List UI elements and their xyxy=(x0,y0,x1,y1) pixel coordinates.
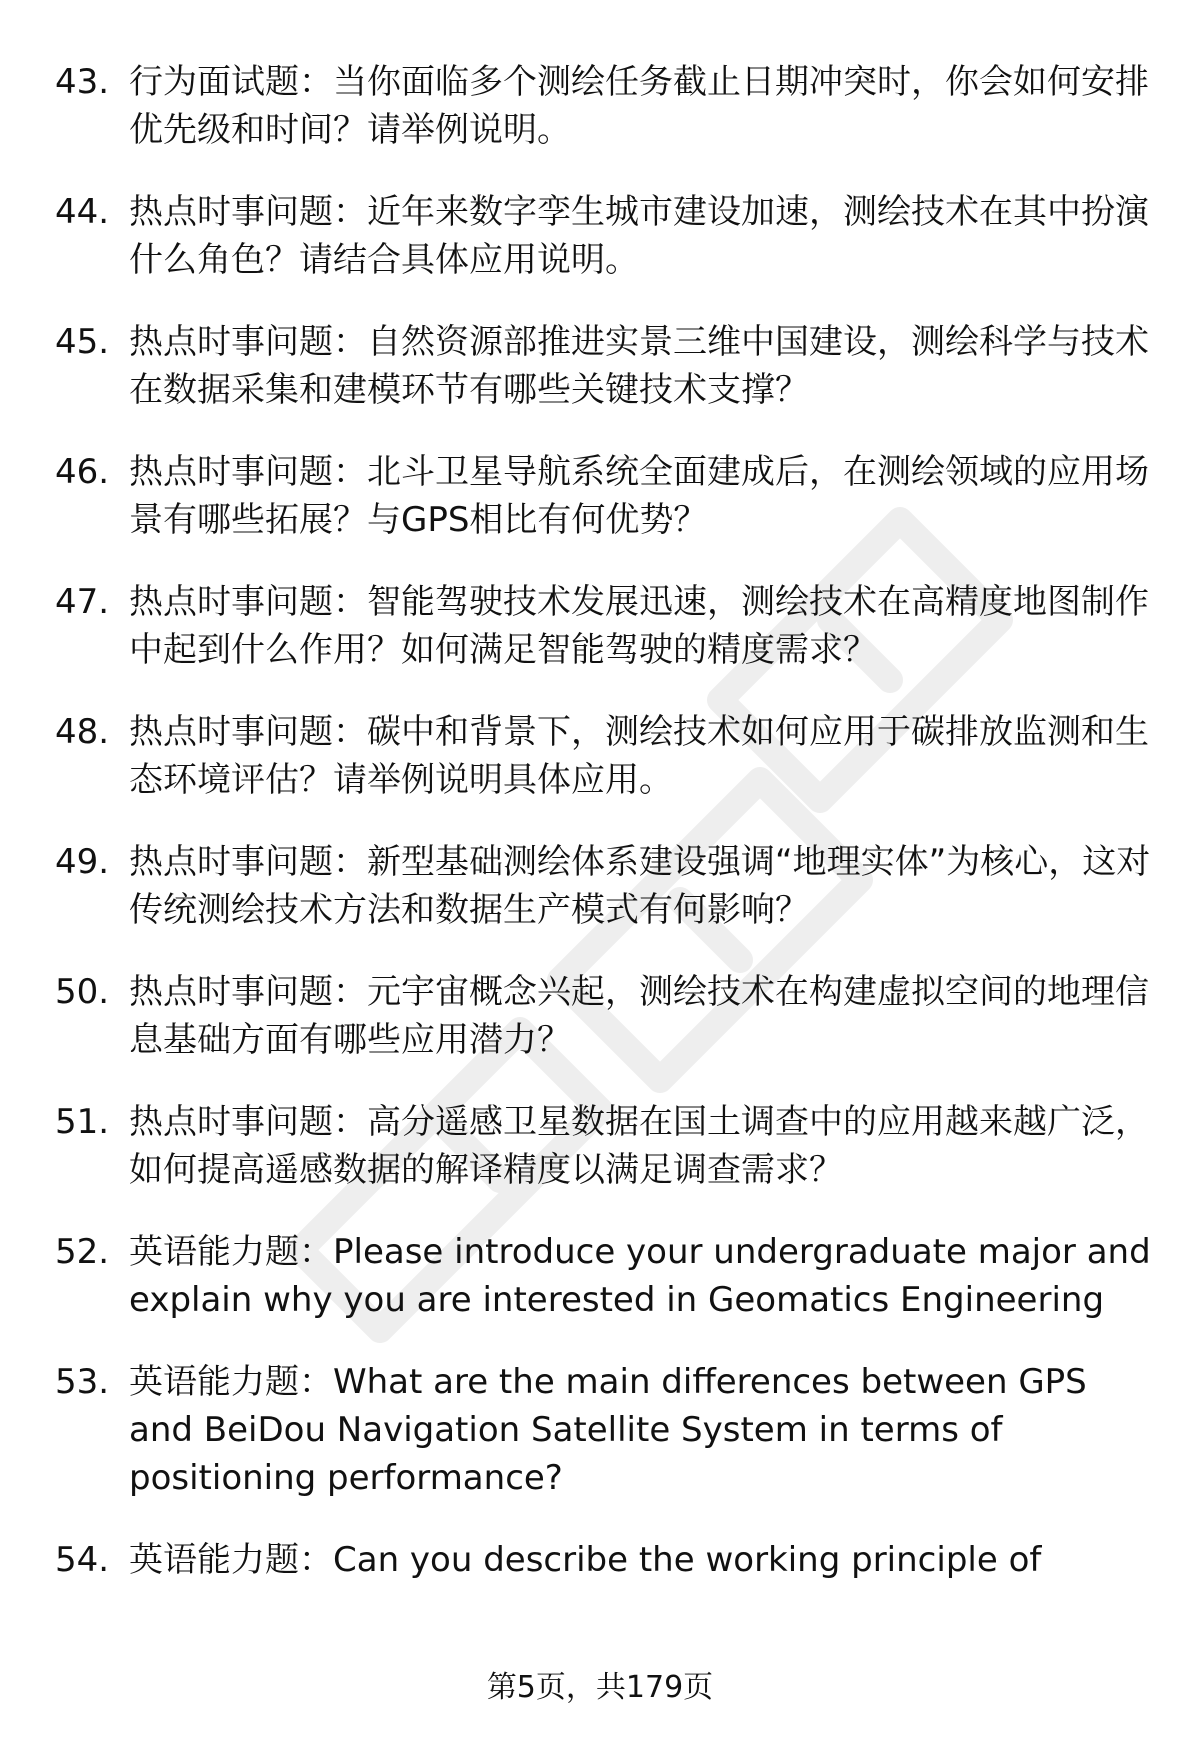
question-item xyxy=(55,1228,1155,1324)
question-text: 碳中和背景下，测绘技术如何应用于碳排放监测和生态环境评估？请举例说明具体应用。 xyxy=(129,712,1149,800)
question-body xyxy=(129,318,1155,414)
question-item xyxy=(55,58,1155,154)
question-category: 热点时事问题： xyxy=(129,1102,367,1142)
page-footer: 第5页，共179页 xyxy=(486,1670,714,1705)
question-text: 当你面临多个测绘任务截止日期冲突时，你会如何安排优先级和时间？请举例说明。 xyxy=(129,62,1149,150)
question-body xyxy=(129,448,1155,544)
question-body xyxy=(129,1358,1155,1502)
question-body xyxy=(129,1228,1155,1324)
question-item xyxy=(55,708,1155,804)
question-number: 49. xyxy=(55,842,110,882)
question-category: 热点时事问题： xyxy=(129,972,367,1012)
question-text: 元宇宙概念兴起，测绘技术在构建虚拟空间的地理信息基础方面有哪些应用潜力？ xyxy=(129,972,1149,1060)
question-category: 热点时事问题： xyxy=(129,842,367,882)
question-category: 热点时事问题： xyxy=(129,322,367,362)
question-body xyxy=(129,968,1155,1064)
question-number: 45. xyxy=(55,322,110,362)
question-category: 英语能力题： xyxy=(129,1362,333,1402)
question-category: 热点时事问题： xyxy=(129,192,367,232)
question-item xyxy=(55,838,1155,934)
question-item xyxy=(55,188,1155,284)
question-body xyxy=(129,58,1155,154)
question-text: What are the main differences between GPS and BeiDou Navigation Satellite System in terms of positioning performance? xyxy=(129,1362,1087,1498)
question-category: 热点时事问题： xyxy=(129,582,367,622)
question-text: 高分遥感卫星数据在国土调查中的应用越来越广泛，如何提高遥感数据的解译精度以满足调查需求？ xyxy=(129,1102,1149,1190)
question-item xyxy=(55,1098,1155,1194)
question-number: 51. xyxy=(55,1102,110,1142)
question-number: 44. xyxy=(55,192,110,232)
question-category: 热点时事问题： xyxy=(129,712,367,752)
question-item xyxy=(55,1536,1155,1584)
question-category: 行为面试题： xyxy=(129,62,333,102)
question-category: 英语能力题： xyxy=(129,1540,333,1580)
question-item xyxy=(55,1358,1155,1502)
question-number: 48. xyxy=(55,712,110,752)
question-body xyxy=(129,708,1155,804)
question-body xyxy=(129,838,1155,934)
question-number: 47. xyxy=(55,582,110,622)
question-body xyxy=(129,1536,1155,1584)
question-item xyxy=(55,448,1155,544)
question-number: 53. xyxy=(55,1362,110,1402)
question-item xyxy=(55,968,1155,1064)
question-item xyxy=(55,578,1155,674)
question-number: 54. xyxy=(55,1540,110,1580)
question-body xyxy=(129,188,1155,284)
question-text: 智能驾驶技术发展迅速，测绘技术在高精度地图制作中起到什么作用？如何满足智能驾驶的精度需求？ xyxy=(129,582,1149,670)
question-text: 北斗卫星导航系统全面建成后，在测绘领域的应用场景有哪些拓展？与GPS相比有何优势？ xyxy=(129,452,1149,540)
question-text: Please introduce your undergraduate major and explain why you are interested in Geomatics Engineering xyxy=(129,1232,1151,1320)
question-body xyxy=(129,1098,1155,1194)
question-text: Can you describe the working principle of xyxy=(333,1540,1042,1580)
question-number: 43. xyxy=(55,62,110,102)
question-number: 50. xyxy=(55,972,110,1012)
question-number: 52. xyxy=(55,1232,110,1272)
question-text: 新型基础测绘体系建设强调“地理实体”为核心，这对传统测绘技术方法和数据生产模式有何影响？ xyxy=(129,842,1151,930)
question-text: 自然资源部推进实景三维中国建设，测绘科学与技术在数据采集和建模环节有哪些关键技术支撑？ xyxy=(129,322,1149,410)
question-category: 英语能力题： xyxy=(129,1232,333,1272)
question-list xyxy=(55,58,1155,1618)
question-category: 热点时事问题： xyxy=(129,452,367,492)
question-text: 近年来数字孪生城市建设加速，测绘技术在其中扮演什么角色？请结合具体应用说明。 xyxy=(129,192,1149,280)
question-body xyxy=(129,578,1155,674)
question-number: 46. xyxy=(55,452,110,492)
question-item xyxy=(55,318,1155,414)
